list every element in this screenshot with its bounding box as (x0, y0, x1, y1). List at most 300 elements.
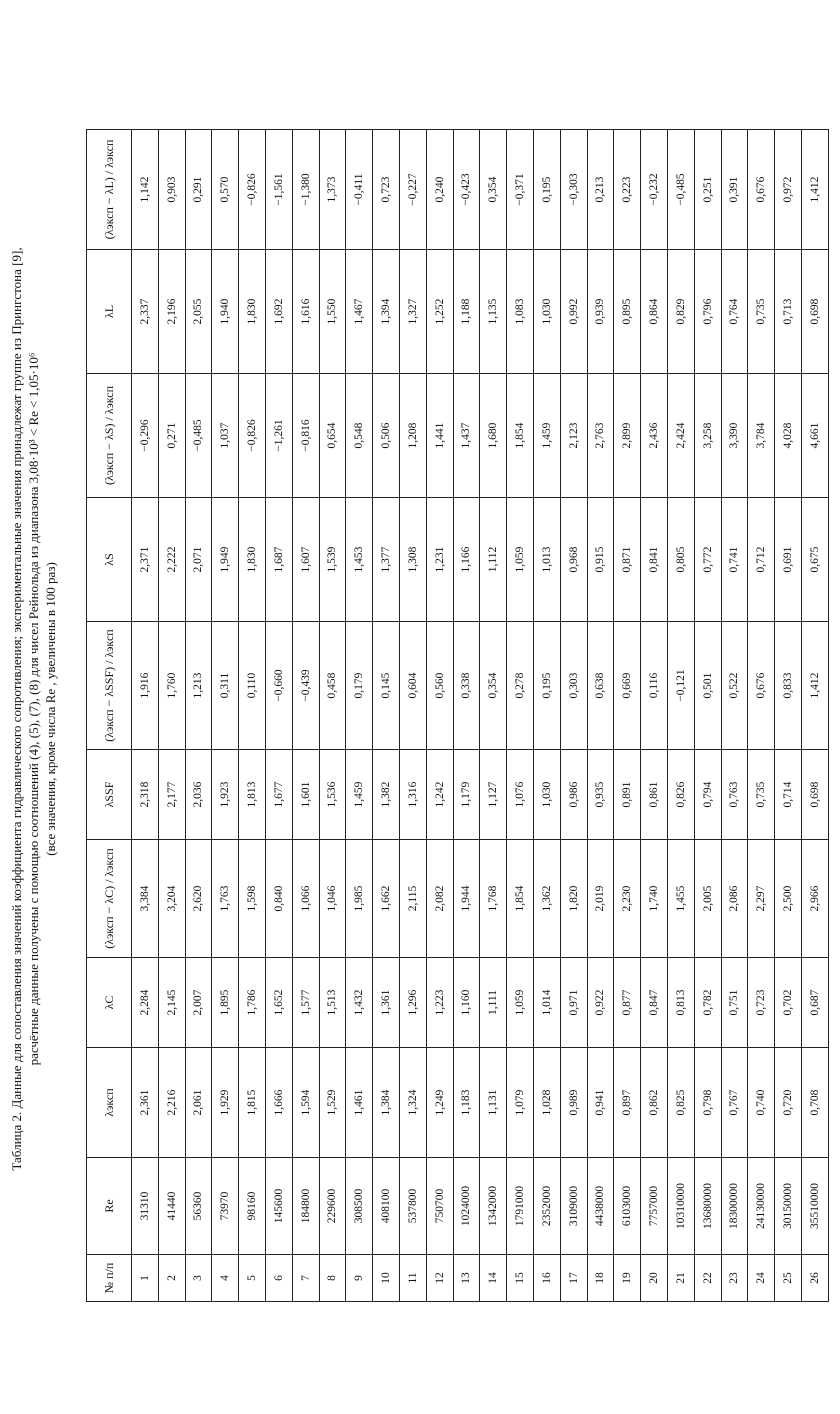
table-cell: 1,830 (239, 250, 266, 374)
table-cell: 1,677 (265, 750, 292, 840)
table-cell: 0,782 (694, 958, 721, 1048)
table-cell: 1,412 (801, 130, 828, 250)
table-cell: 1,014 (533, 958, 560, 1048)
table-cell: 0,712 (748, 498, 775, 622)
table-cell: −0,121 (667, 622, 694, 750)
table-body (132, 130, 829, 1302)
table-cell: 1,079 (507, 1048, 534, 1158)
table-cell: 3,384 (132, 840, 159, 958)
caption-line-3: (все значения, кроме числа Re , увеличены в 100 раз) (43, 562, 58, 856)
table-cell: 0,767 (721, 1048, 748, 1158)
table-cell: 1,854 (507, 374, 534, 498)
table-cell: −0,296 (132, 374, 159, 498)
table-cell: 2,222 (158, 498, 185, 622)
table-cell: 0,708 (801, 1048, 828, 1158)
table-cell: 26 (801, 1255, 828, 1302)
table-cell: −0,485 (185, 374, 212, 498)
table-cell: 0,714 (775, 750, 802, 840)
table-cell: 0,897 (614, 1048, 641, 1158)
table-cell: −0,439 (292, 622, 319, 750)
table-cell: 1,949 (212, 498, 239, 622)
table-cell: 1,432 (346, 958, 373, 1048)
table-cell: 3109000 (560, 1158, 587, 1255)
table-cell: 1,362 (533, 840, 560, 958)
table-cell: 0,941 (587, 1048, 614, 1158)
table-cell: 1,308 (399, 498, 426, 622)
table-cell: −0,816 (292, 374, 319, 498)
table-cell: 2,966 (801, 840, 828, 958)
table-cell: 0,213 (587, 130, 614, 250)
table-cell: 1,441 (426, 374, 453, 498)
table-cell: 2,086 (721, 840, 748, 958)
table-cell: 0,251 (694, 130, 721, 250)
table-cell: 1,135 (480, 250, 507, 374)
table-cell: 1,740 (641, 840, 668, 958)
table-row (694, 130, 721, 1302)
table-cell: 1,607 (292, 498, 319, 622)
table-cell: 0,772 (694, 498, 721, 622)
header-row (87, 130, 132, 1302)
table-cell: −1,261 (265, 374, 292, 498)
table-cell: 0,179 (346, 622, 373, 750)
table-cell: 0,891 (614, 750, 641, 840)
table-cell: 1,459 (346, 750, 373, 840)
table-cell: 1,830 (239, 498, 266, 622)
table-cell: −0,411 (346, 130, 373, 250)
table-cell: 2,061 (185, 1048, 212, 1158)
table-cell: 1,377 (373, 498, 400, 622)
table-cell: 0,805 (667, 498, 694, 622)
table-cell: 2,297 (748, 840, 775, 958)
table-cell: 18 (587, 1255, 614, 1302)
table-cell: 0,877 (614, 958, 641, 1048)
table-cell: −0,660 (265, 622, 292, 750)
table-cell: 0,110 (239, 622, 266, 750)
table-cell: 1,188 (453, 250, 480, 374)
table-cell: 0,698 (801, 250, 828, 374)
table-row (185, 130, 212, 1302)
table-row (667, 130, 694, 1302)
table-cell: 1,131 (480, 1048, 507, 1158)
table-cell: 1,066 (292, 840, 319, 958)
table-cell: 1,786 (239, 958, 266, 1048)
table-cell: 0,740 (748, 1048, 775, 1158)
table-cell: 1,111 (480, 958, 507, 1048)
table-cell: −1,561 (265, 130, 292, 250)
table-cell: 12 (426, 1255, 453, 1302)
table-row (265, 130, 292, 1302)
table-cell: 0,675 (801, 498, 828, 622)
table-cell: 537800 (399, 1158, 426, 1255)
table-cell: 1,598 (239, 840, 266, 958)
header-dssf: (λэксп − λSSF) / λэксп (87, 622, 132, 750)
table-cell: 2,361 (132, 1048, 159, 1158)
table-cell: 1,550 (319, 250, 346, 374)
caption-line-2: расчётные данные получены с помощью соотношений (4), (5), (7), (8) для чисел Рейнольда из диапазона 3,08·10³ < Re < 1,05·10⁶ (26, 352, 41, 1066)
table-cell: 1,944 (453, 840, 480, 958)
header-dl: (λэксп − λL) / λэксп (87, 130, 132, 250)
table-cell: 0,864 (641, 250, 668, 374)
table-cell: 1,213 (185, 622, 212, 750)
table-cell: 1,692 (265, 250, 292, 374)
table-cell: 11 (399, 1255, 426, 1302)
table-cell: 1,394 (373, 250, 400, 374)
table-row (801, 130, 828, 1302)
table-cell: 1,166 (453, 498, 480, 622)
table-cell: 0,989 (560, 1048, 587, 1158)
table-row (373, 130, 400, 1302)
table-cell: 4,661 (801, 374, 828, 498)
table-cell: 0,798 (694, 1048, 721, 1158)
table-cell: 0,291 (185, 130, 212, 250)
table-cell: 0,968 (560, 498, 587, 622)
table-row (239, 130, 266, 1302)
table-cell: 1,652 (265, 958, 292, 1048)
table-row (721, 130, 748, 1302)
table-cell: 6103000 (614, 1158, 641, 1255)
table-cell: 25 (775, 1255, 802, 1302)
table-cell: 1342000 (480, 1158, 507, 1255)
table-cell: 0,986 (560, 750, 587, 840)
table-cell: 308500 (346, 1158, 373, 1255)
table-cell: 0,813 (667, 958, 694, 1048)
table-cell: 1,112 (480, 498, 507, 622)
table-cell: 0,903 (158, 130, 185, 250)
table-cell: 0,604 (399, 622, 426, 750)
table-cell: 0,861 (641, 750, 668, 840)
table-cell: 2,145 (158, 958, 185, 1048)
table-cell: 1,296 (399, 958, 426, 1048)
table-cell: 1,316 (399, 750, 426, 840)
table-row (212, 130, 239, 1302)
table-cell: −0,826 (239, 374, 266, 498)
table-cell: 0,971 (560, 958, 587, 1048)
table-cell: 1,373 (319, 130, 346, 250)
table-row (132, 130, 159, 1302)
table-cell: 1,327 (399, 250, 426, 374)
table-cell: 1,127 (480, 750, 507, 840)
table-cell: 0,195 (533, 622, 560, 750)
table-cell: −0,232 (641, 130, 668, 250)
table-row (641, 130, 668, 1302)
table-cell: 1,030 (533, 750, 560, 840)
table-cell: 56360 (185, 1158, 212, 1255)
table-cell: 0,311 (212, 622, 239, 750)
table-cell: 23 (721, 1255, 748, 1302)
table-cell: 1,030 (533, 250, 560, 374)
table-cell: 73970 (212, 1158, 239, 1255)
table-cell: 1,179 (453, 750, 480, 840)
header-ssf: λSSF (87, 750, 132, 840)
table-row (319, 130, 346, 1302)
table-cell: 0,145 (373, 622, 400, 750)
header-c: λC (87, 958, 132, 1048)
table-cell: 1,059 (507, 958, 534, 1048)
table-cell: 10 (373, 1255, 400, 1302)
table-cell: 3,204 (158, 840, 185, 958)
table-cell: 0,458 (319, 622, 346, 750)
table-cell: −0,303 (560, 130, 587, 250)
table-cell: 0,841 (641, 498, 668, 622)
table-cell: 1 (132, 1255, 159, 1302)
table-cell: 750700 (426, 1158, 453, 1255)
table-cell: 0,354 (480, 130, 507, 250)
table-row (453, 130, 480, 1302)
table-cell: 1,037 (212, 374, 239, 498)
table-cell: 1,142 (132, 130, 159, 250)
table-cell: 0,691 (775, 498, 802, 622)
table-cell: 0,338 (453, 622, 480, 750)
table-cell: 0,794 (694, 750, 721, 840)
header-num: № п/п (87, 1255, 132, 1302)
table-cell: 1,666 (265, 1048, 292, 1158)
table-cell: −0,423 (453, 130, 480, 250)
table-row (587, 130, 614, 1302)
header-ds: (λэксп − λS) / λэксп (87, 374, 132, 498)
table-cell: 184800 (292, 1158, 319, 1255)
table-cell: 1,760 (158, 622, 185, 750)
header-s: λS (87, 498, 132, 622)
header-l: λL (87, 250, 132, 374)
table-cell: 0,676 (748, 622, 775, 750)
table-cell: 2,436 (641, 374, 668, 498)
table-cell: 19 (614, 1255, 641, 1302)
table-row (748, 130, 775, 1302)
table-cell: 0,303 (560, 622, 587, 750)
table-cell: 0,522 (721, 622, 748, 750)
table-cell: 1,437 (453, 374, 480, 498)
table-cell: 1,461 (346, 1048, 373, 1158)
table-cell: 98160 (239, 1158, 266, 1255)
table-cell: 1,815 (239, 1048, 266, 1158)
table-cell: 0,240 (426, 130, 453, 250)
table-cell: 0,720 (775, 1048, 802, 1158)
table-cell: 0,560 (426, 622, 453, 750)
table-cell: 2,071 (185, 498, 212, 622)
table-cell: 2 (158, 1255, 185, 1302)
table-cell: 3,784 (748, 374, 775, 498)
table-cell: 2,337 (132, 250, 159, 374)
table-cell: 0,764 (721, 250, 748, 374)
table-cell: 1,536 (319, 750, 346, 840)
table-cell: 13 (453, 1255, 480, 1302)
table-cell: 1,820 (560, 840, 587, 958)
table-row (480, 130, 507, 1302)
table-cell: 1,013 (533, 498, 560, 622)
table-cell: 1,384 (373, 1048, 400, 1158)
table-cell: 0,506 (373, 374, 400, 498)
table-cell: 0,840 (265, 840, 292, 958)
table-cell: 1,160 (453, 958, 480, 1048)
table-cell: 1,763 (212, 840, 239, 958)
table-cell: 0,391 (721, 130, 748, 250)
table-cell: 1,455 (667, 840, 694, 958)
table-cell: 0,972 (775, 130, 802, 250)
table-cell: 10310000 (667, 1158, 694, 1255)
table-cell: 22 (694, 1255, 721, 1302)
table-cell: −0,371 (507, 130, 534, 250)
header-exp: λэксп (87, 1048, 132, 1158)
table-cell: 0,669 (614, 622, 641, 750)
table-cell: 1,768 (480, 840, 507, 958)
table-cell: 0,698 (801, 750, 828, 840)
table-cell: 2,500 (775, 840, 802, 958)
table-cell: 0,223 (614, 130, 641, 250)
table-cell: 0,723 (373, 130, 400, 250)
table-cell: 1,813 (239, 750, 266, 840)
table-cell: 2352000 (533, 1158, 560, 1255)
table-cell: 20 (641, 1255, 668, 1302)
table-cell: 2,055 (185, 250, 212, 374)
table-cell: 2,230 (614, 840, 641, 958)
table-cell: 0,723 (748, 958, 775, 1048)
table-row (614, 130, 641, 1302)
table-cell: 1,616 (292, 250, 319, 374)
table-cell: 0,922 (587, 958, 614, 1048)
header-dc: (λэксп − λC) / λэксп (87, 840, 132, 958)
table-cell: 1,453 (346, 498, 373, 622)
table-row (346, 130, 373, 1302)
table-cell: 7 (292, 1255, 319, 1302)
table-cell: 35510000 (801, 1158, 828, 1255)
table-cell: 1,223 (426, 958, 453, 1048)
table-cell: 0,676 (748, 130, 775, 250)
table-cell: 1,242 (426, 750, 453, 840)
table-cell: 0,501 (694, 622, 721, 750)
table-cell: 1,324 (399, 1048, 426, 1158)
table-cell: 3 (185, 1255, 212, 1302)
table-cell: 1,916 (132, 622, 159, 750)
table-cell: 16 (533, 1255, 560, 1302)
table-cell: 2,216 (158, 1048, 185, 1158)
table-cell: 1,940 (212, 250, 239, 374)
table-cell: 2,284 (132, 958, 159, 1048)
table-cell: 2,899 (614, 374, 641, 498)
table-cell: 1,662 (373, 840, 400, 958)
table-cell: 408100 (373, 1158, 400, 1255)
table-cell: 4438000 (587, 1158, 614, 1255)
table-cell: 2,371 (132, 498, 159, 622)
table-cell: 1,577 (292, 958, 319, 1048)
caption-line-1: Таблица 2. Данные для сопоставления значений коэффициента гидравлического сопротивления; экспериментальные значения принадлежат группе из Прингстона [9], (9, 247, 24, 1171)
table-cell: 0,939 (587, 250, 614, 374)
table-cell: 1,208 (399, 374, 426, 498)
table-cell: 0,826 (667, 750, 694, 840)
table-cell: 1,252 (426, 250, 453, 374)
table-cell: 1,467 (346, 250, 373, 374)
table-cell: −0,826 (239, 130, 266, 250)
table-cell: −0,227 (399, 130, 426, 250)
table-cell: 2,007 (185, 958, 212, 1048)
table-cell: 41440 (158, 1158, 185, 1255)
table-row (507, 130, 534, 1302)
table-cell: 1,854 (507, 840, 534, 958)
table-cell: 0,638 (587, 622, 614, 750)
table-cell: 2,082 (426, 840, 453, 958)
table-cell: 2,620 (185, 840, 212, 958)
table-row (775, 130, 802, 1302)
table-row (533, 130, 560, 1302)
table-cell: 1,895 (212, 958, 239, 1048)
table-cell: 1,985 (346, 840, 373, 958)
table-cell: 0,992 (560, 250, 587, 374)
table-cell: 1024000 (453, 1158, 480, 1255)
table-cell: 1,680 (480, 374, 507, 498)
table-cell: 5 (239, 1255, 266, 1302)
table-cell: 145600 (265, 1158, 292, 1255)
table-cell: 3,390 (721, 374, 748, 498)
table-cell: 2,019 (587, 840, 614, 958)
table-cell: 0,271 (158, 374, 185, 498)
table-cell: 6 (265, 1255, 292, 1302)
table-cell: 30150000 (775, 1158, 802, 1255)
table-cell: 0,570 (212, 130, 239, 250)
table-cell: 0,847 (641, 958, 668, 1048)
table-cell: 8 (319, 1255, 346, 1302)
table-cell: 14 (480, 1255, 507, 1302)
table-cell: 0,915 (587, 498, 614, 622)
table-cell: 1,083 (507, 250, 534, 374)
table-cell: 31310 (132, 1158, 159, 1255)
table-cell: 1,059 (507, 498, 534, 622)
table-cell: 0,871 (614, 498, 641, 622)
table-cell: 1,412 (801, 622, 828, 750)
table-cell: 1,539 (319, 498, 346, 622)
table-cell: 1,923 (212, 750, 239, 840)
data-table (86, 129, 829, 1302)
table-cell: 0,895 (614, 250, 641, 374)
table-cell: 229600 (319, 1158, 346, 1255)
header-re: Re (87, 1158, 132, 1255)
table-cell: 0,354 (480, 622, 507, 750)
table-cell: 1,382 (373, 750, 400, 840)
table-cell: 0,278 (507, 622, 534, 750)
table-cell: 0,763 (721, 750, 748, 840)
table-cell: 0,687 (801, 958, 828, 1048)
table-caption (8, 34, 59, 1384)
table-cell: 1,028 (533, 1048, 560, 1158)
table-row (560, 130, 587, 1302)
table-cell: 17 (560, 1255, 587, 1302)
table-cell: 18300000 (721, 1158, 748, 1255)
table-cell: 4,028 (775, 374, 802, 498)
table-cell: 1,183 (453, 1048, 480, 1158)
table-cell: 2,424 (667, 374, 694, 498)
table-cell: 0,195 (533, 130, 560, 250)
table-cell: 0,702 (775, 958, 802, 1048)
table-cell: 1,513 (319, 958, 346, 1048)
table-cell: 1,601 (292, 750, 319, 840)
table-cell: 9 (346, 1255, 373, 1302)
table-cell: 1,231 (426, 498, 453, 622)
table-cell: 0,713 (775, 250, 802, 374)
table-cell: 2,123 (560, 374, 587, 498)
table-row (426, 130, 453, 1302)
table-cell: 1,046 (319, 840, 346, 958)
table-cell: 1,249 (426, 1048, 453, 1158)
table-cell: 24130000 (748, 1158, 775, 1255)
table-cell: 1,076 (507, 750, 534, 840)
table-cell: 2,177 (158, 750, 185, 840)
table-cell: 0,751 (721, 958, 748, 1048)
table-cell: 0,829 (667, 250, 694, 374)
table-cell: 2,196 (158, 250, 185, 374)
table-cell: 0,741 (721, 498, 748, 622)
table-cell: 0,935 (587, 750, 614, 840)
table-row (399, 130, 426, 1302)
table-cell: 3,258 (694, 374, 721, 498)
table-cell: 13680000 (694, 1158, 721, 1255)
